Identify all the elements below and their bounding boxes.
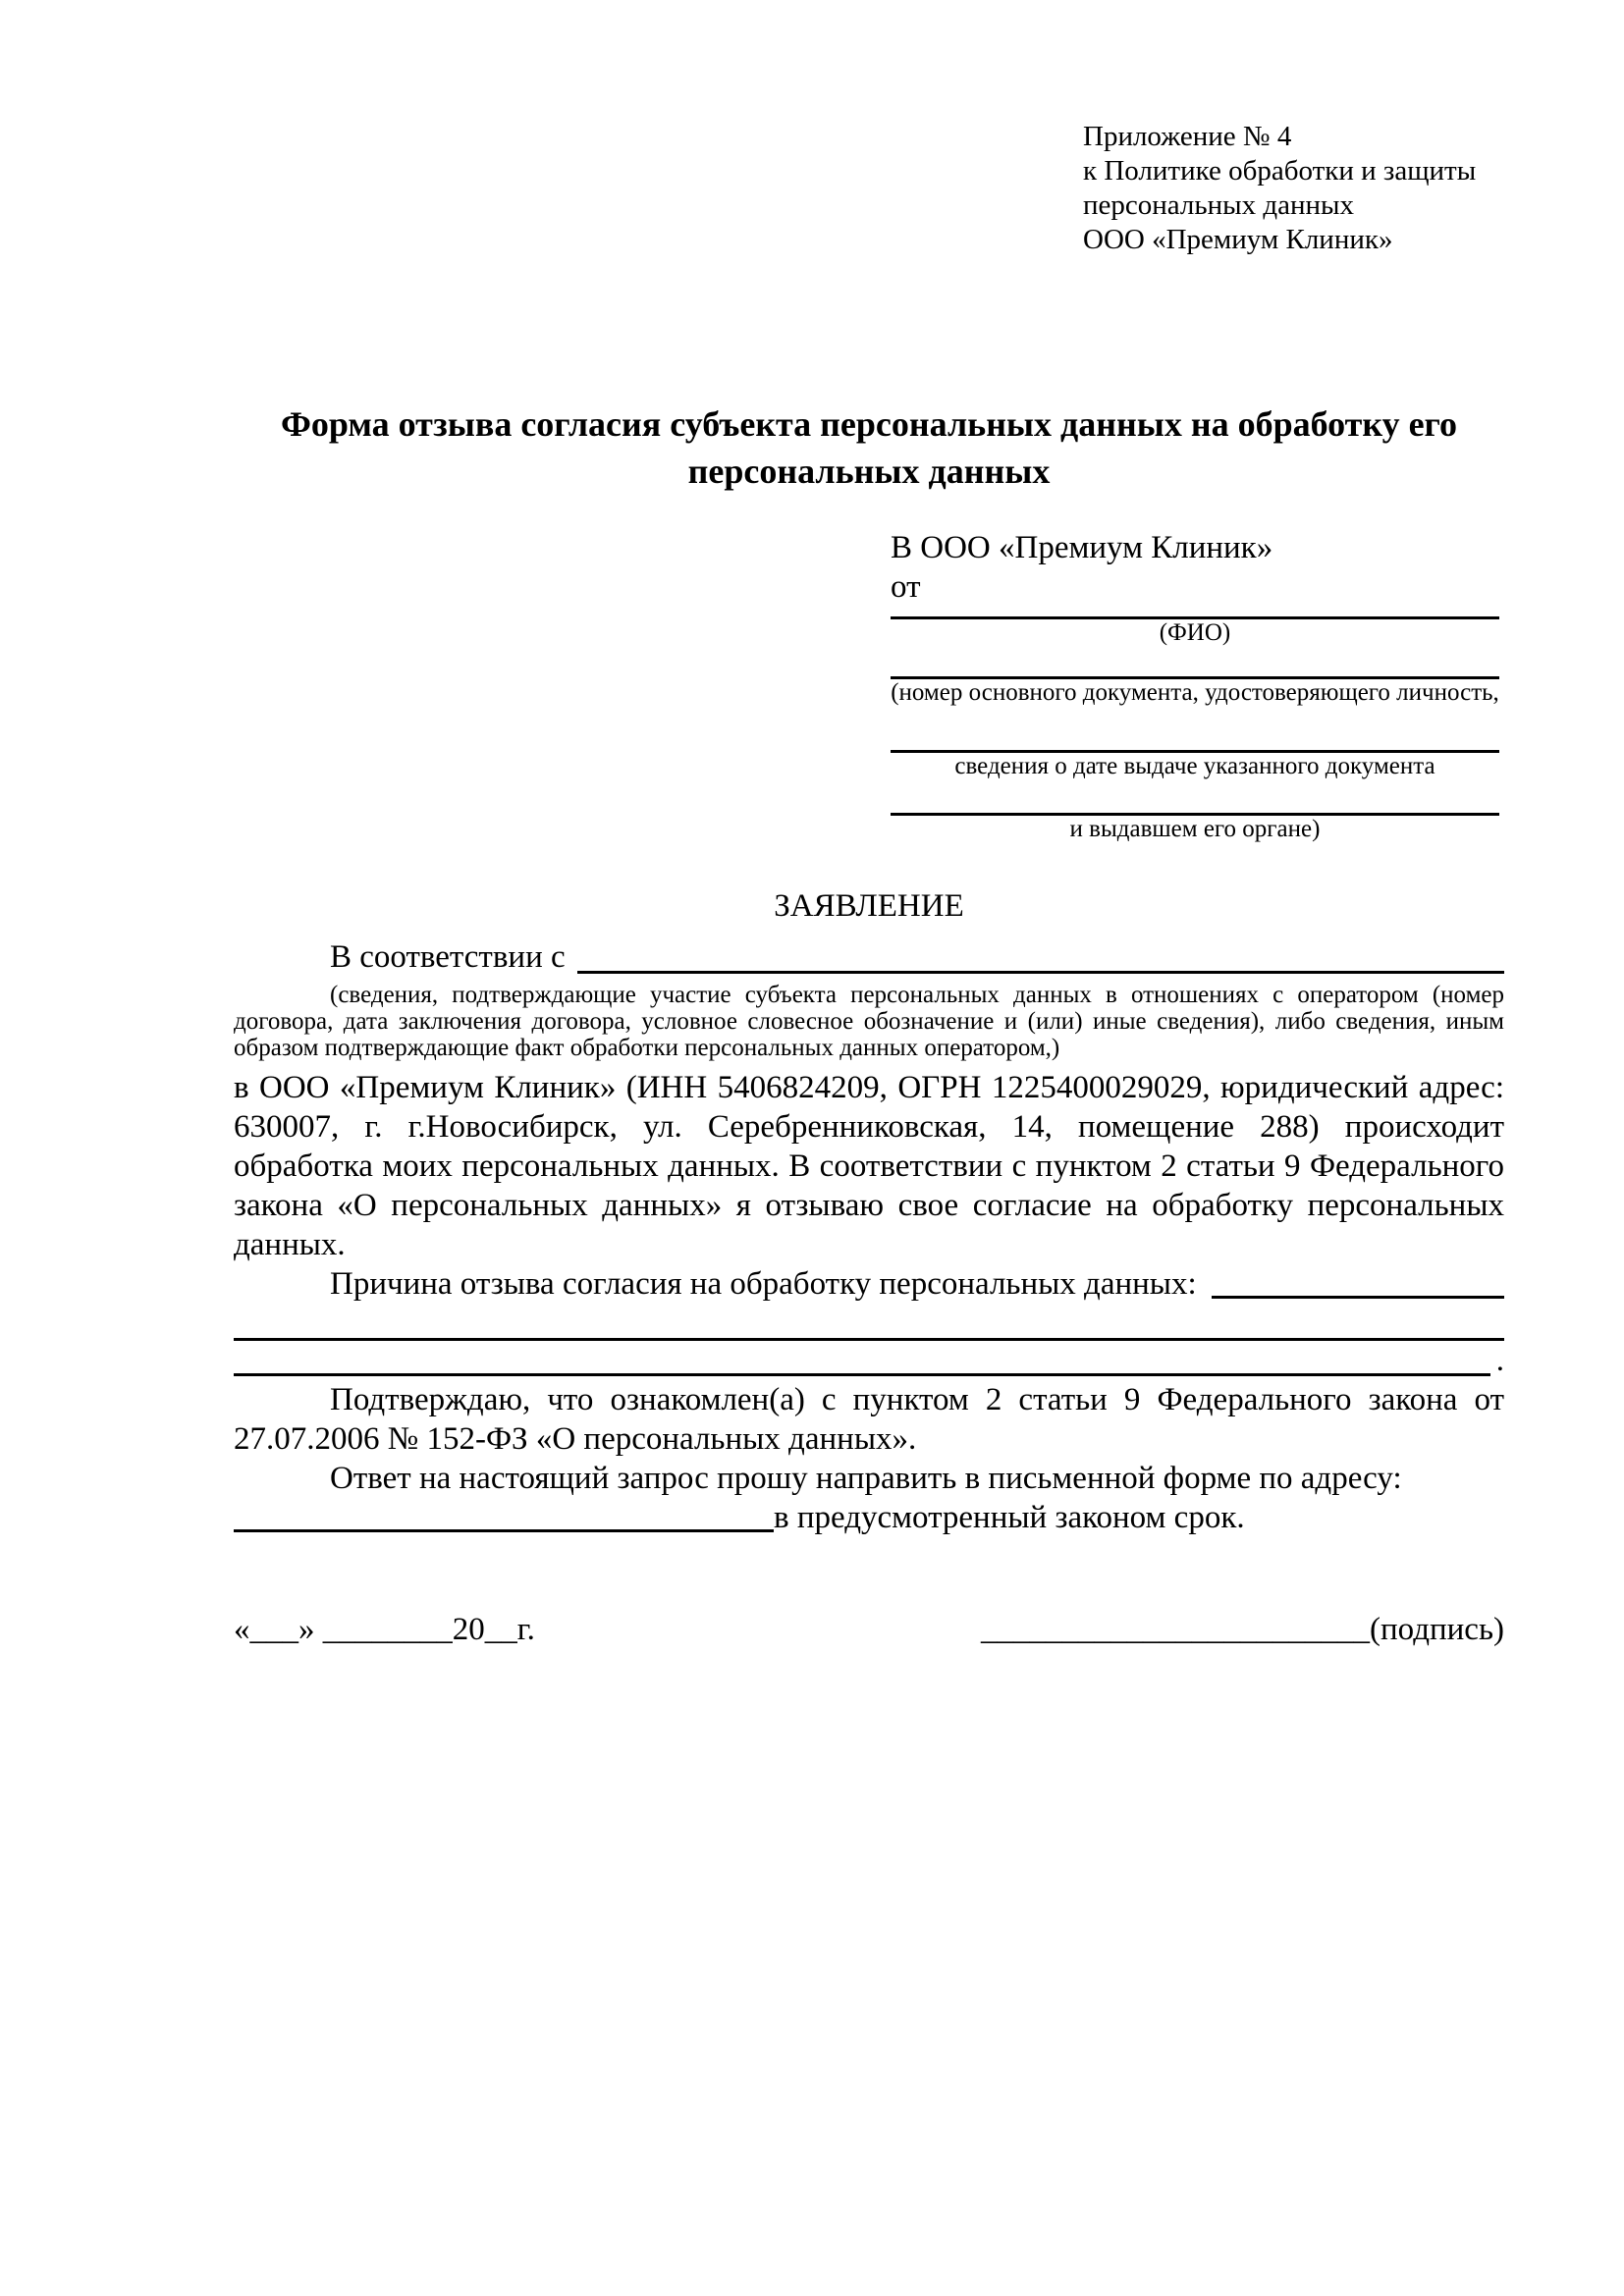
appendix-line: к Политике обработки и защиты (1083, 155, 1477, 187)
reason-extra-line-2 (234, 1341, 1504, 1380)
issue-date-caption: сведения о дате выдаче указанного документа (954, 753, 1435, 779)
reply-deadline-text: в предусмотренный законом срок. (774, 1500, 1245, 1535)
confirmation-paragraph: Подтверждаю, что ознакомлен(а) с пунктом 2 статьи 9 Федерального закона от 27.07.2006 № 152-ФЗ «О персональных данных». (234, 1382, 1504, 1457)
signature-field-line[interactable]: ________________________ (981, 1612, 1370, 1647)
intro-row (234, 935, 1504, 979)
basis-field-line[interactable] (577, 935, 1504, 974)
body-paragraph: в ООО «Премиум Клиник» (ИНН 5406824209, ОГРН 1225400029029, юридический адрес: 630007, г. г.Новосибирск, ул. Серебренниковская, 14, помещение 288) происходит обработка моих персональных данных. В соответствии с пунктом 2 статьи 9 Федерального закона «О персональных данных» я отзываю свое согласие на обработку персональных данных. (234, 1070, 1504, 1262)
signature-caption: (подпись) (1370, 1612, 1504, 1647)
reason-row (234, 1264, 1504, 1304)
footer-row (234, 1610, 1504, 1649)
from-label: от (891, 569, 921, 605)
reason-extra-line-2-field[interactable] (234, 1341, 1490, 1376)
intro-label: В соответствии с (330, 939, 566, 975)
appendix-block (1083, 120, 1504, 257)
addressee-organization: В ООО «Премиум Клиник» (891, 530, 1273, 565)
appendix-line: ООО «Премиум Клиник» (1083, 224, 1393, 255)
reason-end-punct: . (1495, 1343, 1504, 1378)
appendix-line: Приложение № 4 (1083, 121, 1292, 152)
addressee-block (891, 528, 1499, 843)
appendix-line: персональных данных (1083, 189, 1355, 221)
reason-field-line[interactable] (1212, 1264, 1504, 1299)
date-field[interactable]: «___» ________20__г. (234, 1612, 535, 1647)
reason-extra-line-1[interactable] (234, 1304, 1504, 1341)
footer-spacer (535, 1610, 981, 1649)
form-title-wrap (234, 400, 1504, 495)
form-title: Форма отзыва согласия субъекта персональных данных на обработку его персональных данных (280, 404, 1458, 491)
document-number-caption: (номер основного документа, удостоверяющего личность, (891, 679, 1499, 706)
reply-request-paragraph: Ответ на настоящий запрос прошу направить в письменной форме по адресу: (330, 1461, 1402, 1496)
reason-label: Причина отзыва согласия на обработку персональных данных: (330, 1266, 1197, 1302)
address-field-line[interactable] (234, 1498, 774, 1532)
statement-heading: ЗАЯВЛЕНИЕ (774, 888, 964, 924)
issuing-authority-caption: и выдавшем его органе) (1069, 816, 1321, 842)
footnote-text: (сведения, подтверждающие участие субъекта персональных данных в отношениях с оператором (номер договора, дата заключения договора, условное словесное обозначение и (или) иные сведения), либо сведения, иным образом подтверждающие факт обработки персональных данных оператором,) (234, 982, 1504, 1061)
signature-group (981, 1610, 1504, 1649)
reply-address-row (234, 1498, 1504, 1537)
fio-caption: (ФИО) (1159, 619, 1231, 646)
